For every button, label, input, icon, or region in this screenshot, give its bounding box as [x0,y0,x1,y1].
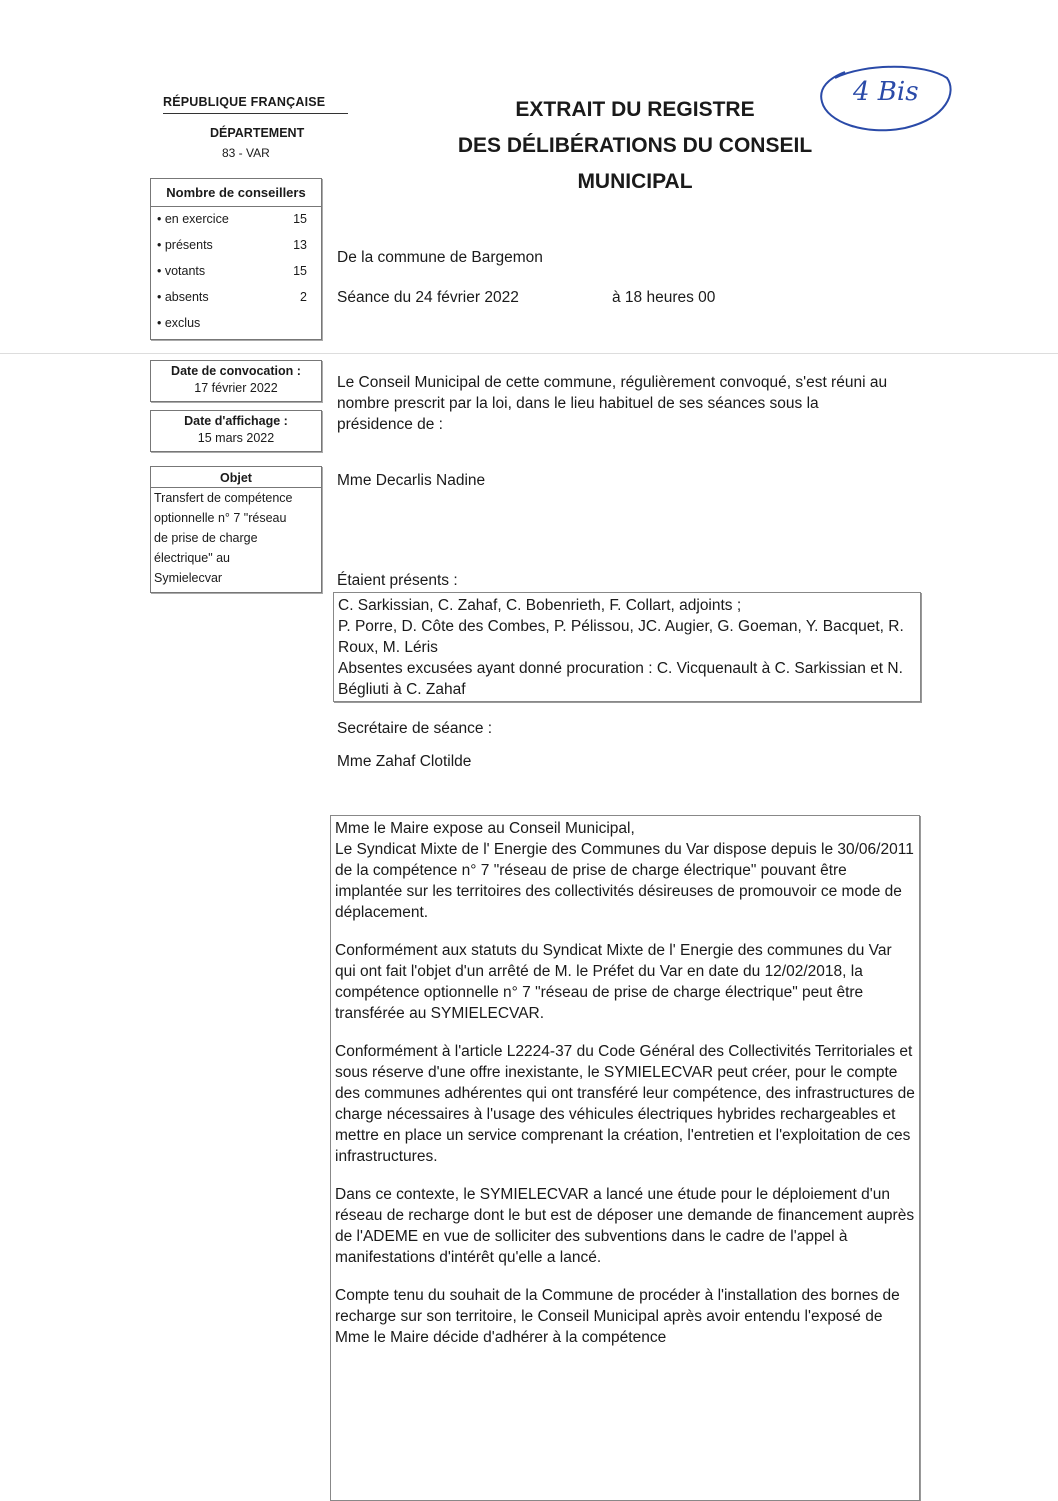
title-line: EXTRAIT DU REGISTRE [515,98,755,121]
convocation-label: Date de convocation : [171,364,301,378]
commune-text: De la commune de Bargemon [337,249,543,266]
counsellor-row [157,212,307,226]
secretary-name: Mme Zahaf Clotilde [337,753,472,770]
counsellors-box [150,178,322,340]
convocation-date: 17 février 2022 [194,381,278,395]
president-name: Mme Decarlis Nadine [337,472,486,489]
affichage-box [150,410,322,452]
title-line: MUNICIPAL [577,170,693,193]
counsellor-row [157,290,307,304]
affichage-label: Date d'affichage : [184,414,288,428]
handwritten-annotation [815,58,955,138]
body-paragraph: Conformément à l'article L2224-37 du Code Général des Collectivités Territoriales et sous réserve d'une offre inexistante, le SYMIELECVAR peut créer, pour le compte des communes adhérentes qui ont transféré leur compétence, des infrastructures de charge nécessaires à l'usage des véhicules électriques hybrides rechargeables et mettre en place un service comprenant la création, l'entretien et l'exploitation de ces infrastructures. [335,1043,915,1165]
convocation-box [150,360,322,402]
counsellor-row [157,316,307,330]
department-value: 83 - VAR [222,146,270,160]
objet-label: Objet [151,467,321,488]
objet-line: de prise de charge [154,531,258,545]
objet-line: Transfert de compétence [154,491,293,505]
counsellor-row [157,238,307,252]
counsellor-count: 2 [300,290,307,304]
present-members-box [333,592,921,702]
title-line: DES DÉLIBÉRATIONS DU CONSEIL [457,134,813,157]
present-label: Étaient présents : [337,572,458,589]
document-title [395,92,875,200]
counsellor-label: • exclus [157,316,201,330]
republic-label: RÉPUBLIQUE FRANÇAISE [163,95,326,109]
annotation-text: 4 Bis [853,77,919,107]
seance-time: à 18 heures 00 [612,289,716,306]
seance-date: Séance du 24 février 2022 [337,289,519,306]
present-line: C. Sarkissian, C. Zahaf, C. Bobenrieth, F. Collart, adjoints ; [338,597,742,614]
deliberation-body [330,815,920,1501]
body-paragraph: Compte tenu du souhait de la Commune de procéder à l'installation des bornes de recharge sur son territoire, le Conseil Municipal après avoir entendu l'exposé de Mme le Maire décide d'adhérer à la compétence [335,1287,900,1346]
secretary-label: Secrétaire de séance : [337,720,493,737]
page-divider [0,353,1058,354]
counsellor-row [157,264,307,278]
present-line: P. Porre, D. Côte des Combes, P. Pélissou, JC. Augier, G. Goeman, Y. Bacquet, R. Roux, M. Léris [338,618,904,656]
intro-text: Le Conseil Municipal de cette commune, régulièrement convoqué, s'est réuni au nombre prescrit par la loi, dans le lieu habituel de ses séances sous la présidence de : [337,374,888,433]
counsellor-label: • en exercice [157,212,229,226]
counsellor-label: • présents [157,238,213,252]
department-label: DÉPARTEMENT [210,126,305,140]
objet-line: optionnelle n° 7 "réseau [154,511,287,525]
objet-line: Symielecvar [154,571,223,585]
objet-box [150,466,322,593]
objet-text [151,488,321,588]
affichage-date: 15 mars 2022 [197,431,275,445]
counsellor-count: 15 [293,264,307,278]
counsellors-title: Nombre de conseillers [166,185,306,200]
counsellor-label: • votants [157,264,206,278]
counsellor-count: 13 [293,238,307,252]
counsellor-count: 15 [293,212,307,226]
body-paragraph: Mme le Maire expose au Conseil Municipal, Le Syndicat Mixte de l' Energie des Communes du Var dispose depuis le 30/06/2011 de la compétence n° 7 "réseau de prise de charge électrique" pouvant être implantée sur les territoires des collectivités désireuses de promouvoir ce mode de déplacement. [335,820,914,921]
body-paragraph: Conformément aux statuts du Syndicat Mixte de l' Energie des communes du Var qui ont fait l'objet d'un arrêté de M. le Préfet du Var en date du 12/02/2018, la compétence optionnelle n° 7 "réseau de prise de charge électrique" peut être transférée au SYMIELECVAR. [335,942,892,1022]
body-paragraph: Dans ce contexte, le SYMIELECVAR a lancé une étude pour le déploiement d'un réseau de recharge dont le but est de déposer une demande de financement auprès de l'ADEME en vue de solliciter des subventions dans le cadre de l'appel à manifestations d'intérêt qu'elle a lancé. [335,1186,915,1266]
counsellor-label: • absents [157,290,209,304]
objet-line: électrique" au [154,551,231,565]
present-line: Absentes excusées ayant donné procuration : C. Vicquenault à C. Sarkissian et N. Bégliuti à C. Zahaf [338,660,903,698]
counsellors-divider [151,206,321,207]
header-divider [163,113,348,114]
